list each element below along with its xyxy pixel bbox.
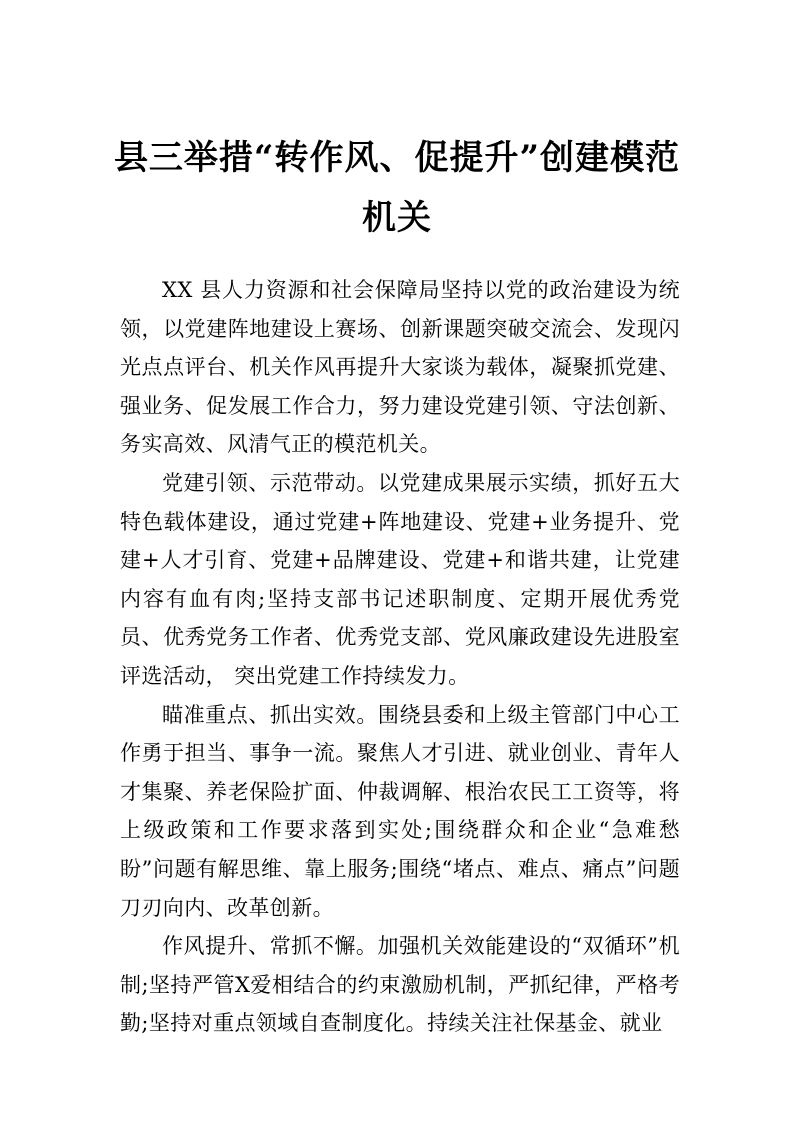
paragraph-party-building: 党建引领、示范带动。以党建成果展示实绩，抓好五大特色载体建设，通过党建+阵地建设、党建+业务提升、党建+人才引育、党建+品牌建设、党建+和谐共建，让党建内容有血有肉;坚持支部书记述职制度、定期开展优秀党员、优秀党务工作者、优秀党支部、党风廉政建设先进股室评选活动， 突出党建工作持续发力。 <box>120 470 680 688</box>
paragraph-intro: XX 县人力资源和社会保障局坚持以党的政治建设为统领，以党建阵地建设上赛场、创新课题突破交流会、发现闪光点点评台、机关作风再提升大家谈为载体，凝聚抓党建、 强业务、促发展工作合力，努力建设党建引领、守法创新、 务实高效、风清气正的模范机关。 <box>120 278 680 457</box>
document-body <box>120 271 680 1043</box>
document-title: 县三举措“转作风、促提升”创建模范机关 <box>113 138 681 238</box>
paragraph-key-points: 瞄准重点、抓出实效。围绕县委和上级主管部门中心工作勇于担当、事争一流。聚焦人才引进、就业创业、青年人才集聚、养老保险扩面、仲裁调解、根治农民工工资等，将上级政策和工作要求落到实处;围绕群众和企业“急难愁盼”问题有解思维、靠上服务;围绕“堵点、难点、痛点”问题刀刃向内、改革创新。 <box>120 702 680 920</box>
paragraph-work-style: 作风提升、常抓不懈。加强机关效能建设的“双循环”机制;坚持严管X爱相结合的约束激励机制，严抓纪律，严格考勤;坚持对重点领域自查制度化。持续关注社保基金、就业 <box>120 934 680 1036</box>
